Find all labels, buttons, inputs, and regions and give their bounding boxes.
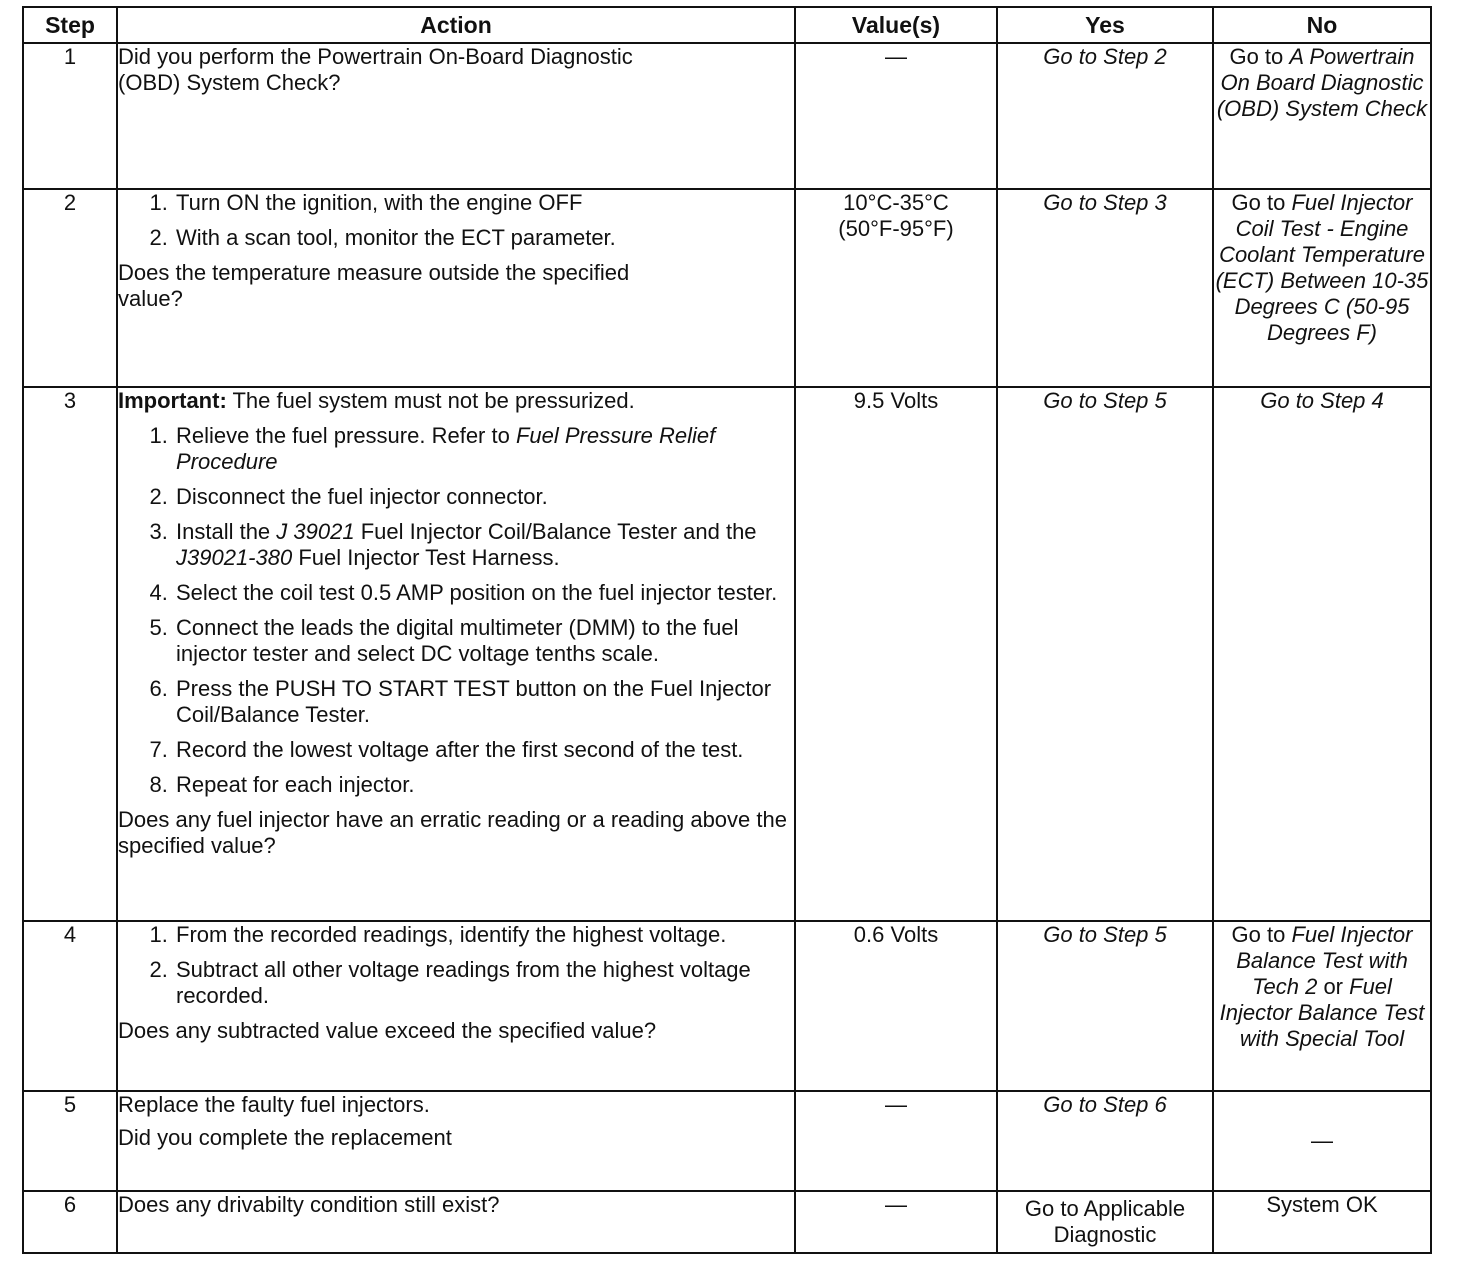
instruction-item: 6. Press the PUSH TO START TEST button on the Fuel Injector Coil/Balance Tester. xyxy=(174,676,794,728)
instruction-item: 2. With a scan tool, monitor the ECT parameter. xyxy=(174,225,794,251)
question-text: Does the temperature measure outside the specified value? xyxy=(118,260,630,311)
step-number: 4 xyxy=(23,921,117,1091)
tool-number: J39021-380 xyxy=(176,545,293,570)
instruction-item xyxy=(174,423,794,475)
step-number: 2 xyxy=(23,189,117,387)
yes-link[interactable]: Go to Step 5 xyxy=(997,921,1213,1091)
no-cell: — xyxy=(1213,1091,1431,1191)
yes-link[interactable]: Go to Step 2 xyxy=(997,43,1213,189)
no-link[interactable]: Fuel Injector Coil Test - Engine Coolant Temperature (ECT) Between 10-35 Degrees C (50-95 Degrees F) xyxy=(1215,190,1429,345)
yes-link[interactable]: Go to Step 5 xyxy=(997,387,1213,921)
question-text: Did you perform the Powertrain On-Board Diagnostic (OBD) System Check? xyxy=(118,44,633,95)
header-yes: Yes xyxy=(997,7,1213,43)
no-prefix: Go to xyxy=(1231,922,1286,947)
action-cell xyxy=(117,1191,795,1253)
yes-link[interactable]: Go to Applicable Diagnostic xyxy=(997,1191,1213,1253)
question-text: Did you complete the replacement xyxy=(118,1125,452,1150)
instruction-list xyxy=(118,190,794,251)
instruction-text: Fuel Injector Coil/Balance Tester and the xyxy=(360,519,757,544)
no-link[interactable]: A Powertrain On Board Diagnostic (OBD) System Check xyxy=(1216,44,1428,121)
instruction-item: 8. Repeat for each injector. xyxy=(174,772,794,798)
instruction-text: Relieve the fuel pressure. Refer to xyxy=(176,423,510,448)
value-cell: 0.6 Volts xyxy=(795,921,997,1091)
table-row xyxy=(23,1091,1431,1191)
instruction-item: 5. Connect the leads the digital multimeter (DMM) to the fuel injector tester and select DC voltage tenths scale. xyxy=(174,615,794,667)
yes-link[interactable]: Go to Step 6 xyxy=(997,1091,1213,1191)
tool-number: J 39021 xyxy=(276,519,355,544)
instruction-item: 4. Select the coil test 0.5 AMP position on the fuel injector tester. xyxy=(174,580,794,606)
action-cell xyxy=(117,1091,795,1191)
value-cell: — xyxy=(795,1191,997,1253)
important-text: The fuel system must not be pressurized. xyxy=(232,388,635,413)
table-row xyxy=(23,1191,1431,1253)
no-cell xyxy=(1213,189,1431,387)
step-number: 6 xyxy=(23,1191,117,1253)
table-row xyxy=(23,43,1431,189)
no-cell xyxy=(1213,921,1431,1091)
action-cell xyxy=(117,43,795,189)
value-cell: — xyxy=(795,1091,997,1191)
action-cell xyxy=(117,387,795,921)
header-action: Action xyxy=(117,7,795,43)
no-prefix: Go to xyxy=(1231,190,1286,215)
action-cell xyxy=(117,189,795,387)
diagnostic-table xyxy=(22,6,1432,1254)
step-number: 1 xyxy=(23,43,117,189)
action-cell xyxy=(117,921,795,1091)
important-label: Important: xyxy=(118,388,227,413)
instruction-item: 1. From the recorded readings, identify the highest voltage. xyxy=(174,922,794,948)
table-row xyxy=(23,921,1431,1091)
no-link[interactable]: Go to Step 4 xyxy=(1213,387,1431,921)
no-link[interactable]: Fuel Injector Balance Test with Special Tool xyxy=(1219,974,1425,1051)
no-link[interactable]: Fuel Injector Balance Test with Tech 2 xyxy=(1236,922,1413,999)
value-cell xyxy=(795,189,997,387)
instruction-item: 7. Record the lowest voltage after the first second of the test. xyxy=(174,737,794,763)
question-text: Does any fuel injector have an erratic reading or a reading above the specified value? xyxy=(118,807,787,858)
instruction-item: 1. Turn ON the ignition, with the engine OFF xyxy=(174,190,794,216)
no-cell xyxy=(1213,43,1431,189)
instruction-item: 2. Subtract all other voltage readings from the highest voltage recorded. xyxy=(174,957,794,1009)
header-step: Step xyxy=(23,7,117,43)
important-note xyxy=(118,388,794,414)
instruction-item xyxy=(174,519,794,571)
table-row xyxy=(23,189,1431,387)
question-text: Does any drivabilty condition still exist? xyxy=(118,1192,500,1217)
value-celsius: 10°C-35°C xyxy=(843,190,949,215)
yes-link[interactable]: Go to Step 3 xyxy=(997,189,1213,387)
header-row xyxy=(23,7,1431,43)
instruction-list xyxy=(118,423,794,798)
step-number: 3 xyxy=(23,387,117,921)
no-prefix: Go to xyxy=(1229,44,1284,69)
header-no: No xyxy=(1213,7,1431,43)
instruction-item: 2. Disconnect the fuel injector connector. xyxy=(174,484,794,510)
step-number: 5 xyxy=(23,1091,117,1191)
no-or: or xyxy=(1323,974,1343,999)
value-cell: 9.5 Volts xyxy=(795,387,997,921)
table-row xyxy=(23,387,1431,921)
instruction-list xyxy=(118,922,794,1009)
instruction-text: Replace the faulty fuel injectors. xyxy=(118,1092,430,1117)
instruction-text: Fuel Injector Test Harness. xyxy=(298,545,560,570)
value-fahrenheit: (50°F-95°F) xyxy=(838,216,954,241)
value-cell: — xyxy=(795,43,997,189)
procedure-link[interactable]: Fuel Pressure Relief Procedure xyxy=(176,423,716,474)
header-values: Value(s) xyxy=(795,7,997,43)
no-cell: System OK xyxy=(1213,1191,1431,1253)
question-text: Does any subtracted value exceed the specified value? xyxy=(118,1018,657,1043)
instruction-text: Install the xyxy=(176,519,271,544)
